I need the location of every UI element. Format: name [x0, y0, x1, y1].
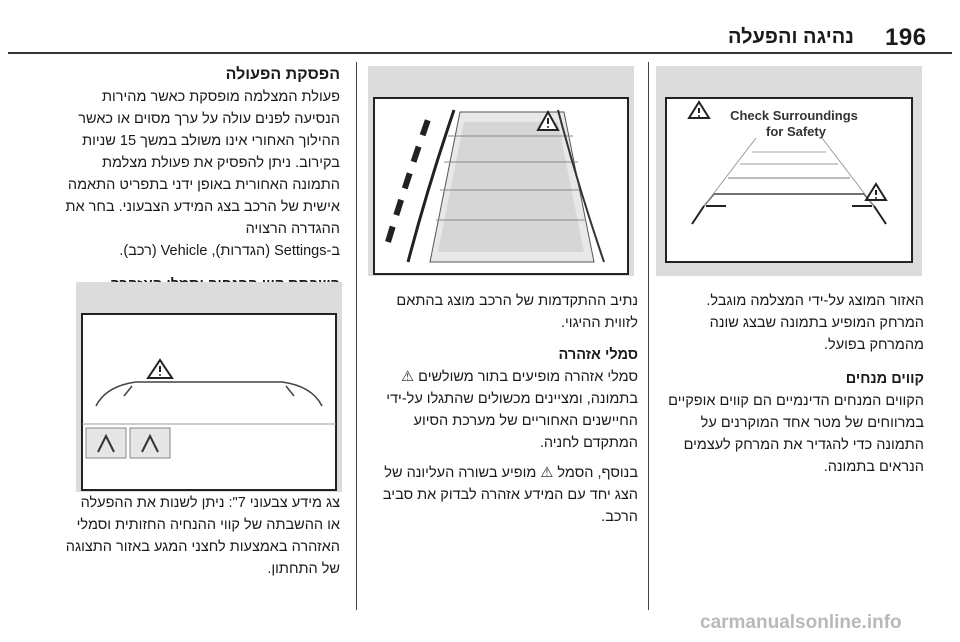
right-column-text — [64, 64, 340, 296]
column-divider-1 — [356, 62, 357, 610]
camera-view-guidelines-figure — [656, 66, 922, 276]
page-number: 196 — [885, 24, 927, 51]
camera-view-touch-buttons-figure — [76, 282, 342, 492]
warning-triangle-icon: ⚠ — [401, 369, 415, 385]
left-column-text — [658, 290, 924, 478]
body-paragraph: הקווים המנחים הדינמיים הם קווים אופקיים במרווחים של מטר אחד המוקרנים על התמונה כדי להגדיר את המרחק לעצמים הנראים בתמונה. — [668, 393, 924, 475]
check-surroundings-line2: for Safety — [766, 124, 826, 139]
page-title: נהיגה והפעלה — [728, 26, 854, 48]
warning-paragraph-2: בנוסף, הסמל ⚠ מופיע בשורה העליונה של הצג יחד עם המידע אזהרה לבדוק את סביב הרכב. — [382, 465, 638, 525]
section-heading: הפסקת הפעולה — [225, 66, 340, 83]
check-surroundings-line1: Check Surroundings — [730, 108, 858, 123]
column-divider-2 — [648, 62, 649, 610]
right-column-caption — [64, 492, 340, 580]
warning-symbols-toggle-button[interactable] — [130, 428, 170, 458]
figure-caption: האזור המוצג על-ידי המצלמה מוגבל. המרחק המופיע בתמונה שבצג שונה מהמרחק בפועל. — [706, 293, 924, 353]
figure-caption: צג מידע צבעוני 7": ניתן לשנות את ההפעלה או ההשבתה של קווי ההנחיה החזותית וסמלי האזהרה באמצעות לחצני המגע באזור התצוגה של התחתון. — [65, 495, 340, 577]
menu-path: ב-Settings (הגדרות), Vehicle (רכב). — [119, 243, 340, 259]
watermark: carmanualsonline.info — [700, 612, 902, 633]
figure-caption: נתיב ההתקדמות של הרכב מוצג בהתאם לזווית ההיגוי. — [396, 293, 638, 331]
section-heading: קווים מנחים — [845, 371, 924, 387]
section-heading: סמלי אזהרה — [558, 347, 638, 363]
guidelines-toggle-button[interactable] — [86, 428, 126, 458]
middle-column-text — [366, 290, 638, 528]
camera-view-trajectory-figure — [368, 66, 634, 276]
body-paragraph: פעולת המצלמה מופסקת כאשר מהירות הנסיעה לפנים עולה על ערך מסוים או כאשר ההילוך האחורי אינו משולב במשך 15 שניות בקירוב. ניתן להפסיק את פעולת מצלמת התמונה האחורית באופן ידני בתפריט התאמה אישית של הרכב בצג המידע הצבעוני. בחר את ההגדרה הרצויה — [65, 89, 340, 237]
header-rule — [8, 52, 952, 54]
warning-paragraph-1: סמלי אזהרה מופיעים בתור משולשים ⚠ בתמונה, ומציינים מכשולים שהתגלו על-ידי החיישנים האחוריים של מערכת הסיוע המתקדם לחניה. — [386, 369, 638, 451]
page-header — [0, 0, 960, 52]
warning-triangle-icon: ⚠ — [540, 465, 554, 481]
